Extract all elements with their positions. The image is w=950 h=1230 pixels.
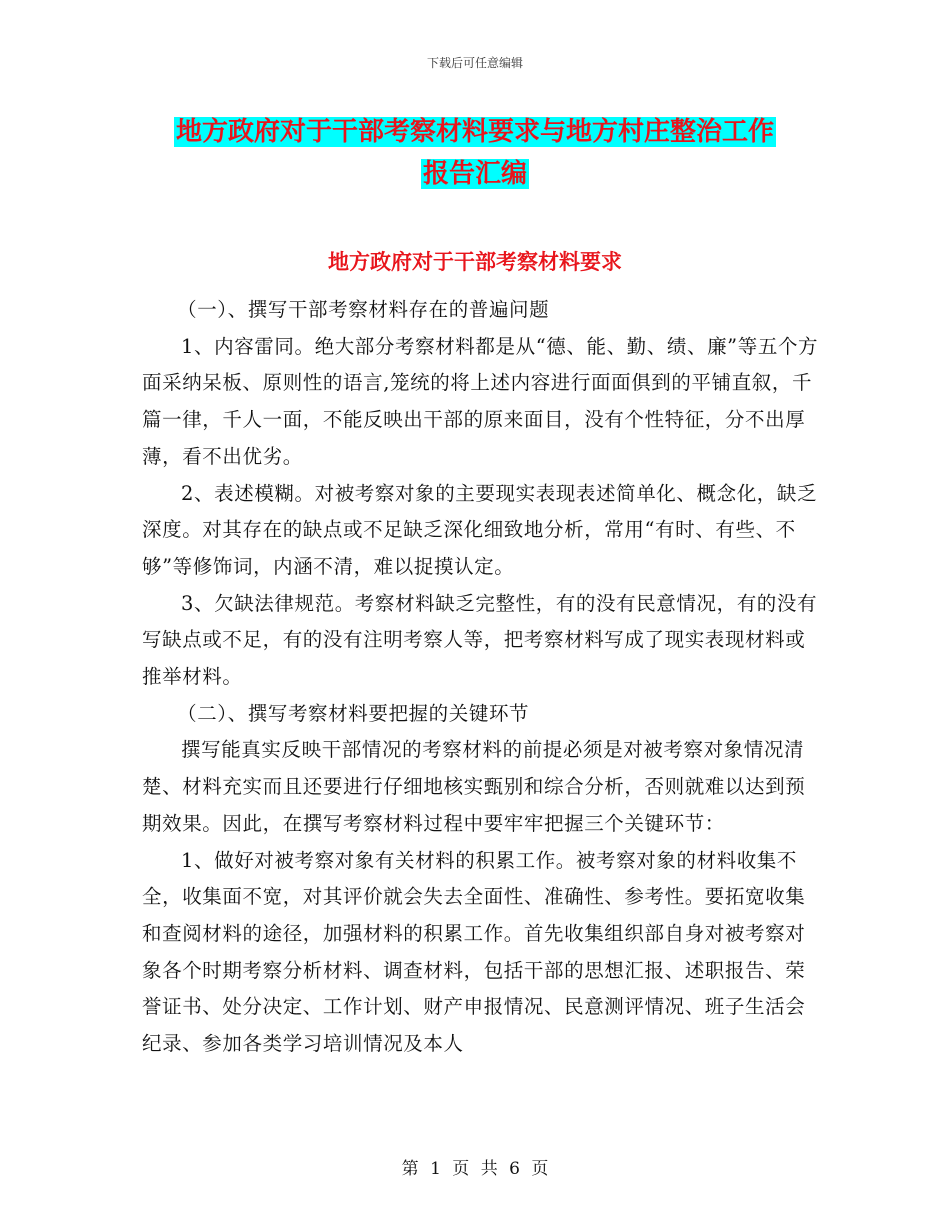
section-title: 地方政府对于干部考察材料要求 <box>328 250 622 274</box>
document-title-text-2: 报告汇编 <box>422 159 527 189</box>
page-number-footer: 第 1 页 共 6 页 <box>401 1159 549 1179</box>
document-title-line-2 <box>0 154 950 194</box>
document-title-line-1 <box>0 112 950 152</box>
document-title-text-1: 地方政府对于干部考察材料要求与地方村庄整治工作 <box>175 117 774 147</box>
paragraph-4: 撰写能真实反映干部情况的考察材料的前提必须是对被考察对象情况清楚、材料充实而且还要进行仔细地核实甄别和综合分析，否则就难以达到预期效果。因此，在撰写考察材料过程中要牢牢把握三个关键环节： <box>142 738 806 835</box>
subheading-2: （二）、撰写考察材料要把握的关键环节 <box>177 701 530 725</box>
paragraph-3: 3、欠缺法律规范。考察材料缺乏完整性，有的没有民意情况，有的没有写缺点或不足，有的没有注明考察人等，把考察材料写成了现实表现材料或推举材料。 <box>142 591 818 689</box>
header-note: 下载后可任意编辑 <box>426 56 523 70</box>
paragraph-2: 2、表述模糊。对被考察对象的主要现实表现表述简单化、概念化，缺乏深度。对其存在的缺点或不足缺乏深化细致地分析，常用“有时、有些、不够”等修饰词，内涵不清，难以捉摸认定。 <box>142 481 818 578</box>
document-body <box>142 292 822 1063</box>
paragraph-5: 1、做好对被考察对象有关材料的积累工作。被考察对象的材料收集不全，收集面不宽，对其评价就会失去全面性、准确性、参考性。要拓宽收集和查阅材料的途径，加强材料的积累工作。首先收集组织部自身对被考察对象各个时期考察分析材料、调查材料，包括干部的思想汇报、述职报告、荣誉证书、处分决定、工作计划、财产申报情况、民意测评情况、班子生活会纪录、参加各类学习培训情况及本人 <box>142 848 806 1056</box>
subheading-1: （一）、撰写干部考察材料存在的普遍问题 <box>177 298 550 321</box>
paragraph-1: 1、内容雷同。绝大部分考察材料都是从“德、能、勤、绩、廉”等五个方面采纳呆板、原则性的语言,笼统的将上述内容进行面面俱到的平铺直叙，千篇一律，千人一面，不能反映出干部的原来面目，没有个性特征，分不出厚薄，看不出优劣。 <box>142 334 819 468</box>
